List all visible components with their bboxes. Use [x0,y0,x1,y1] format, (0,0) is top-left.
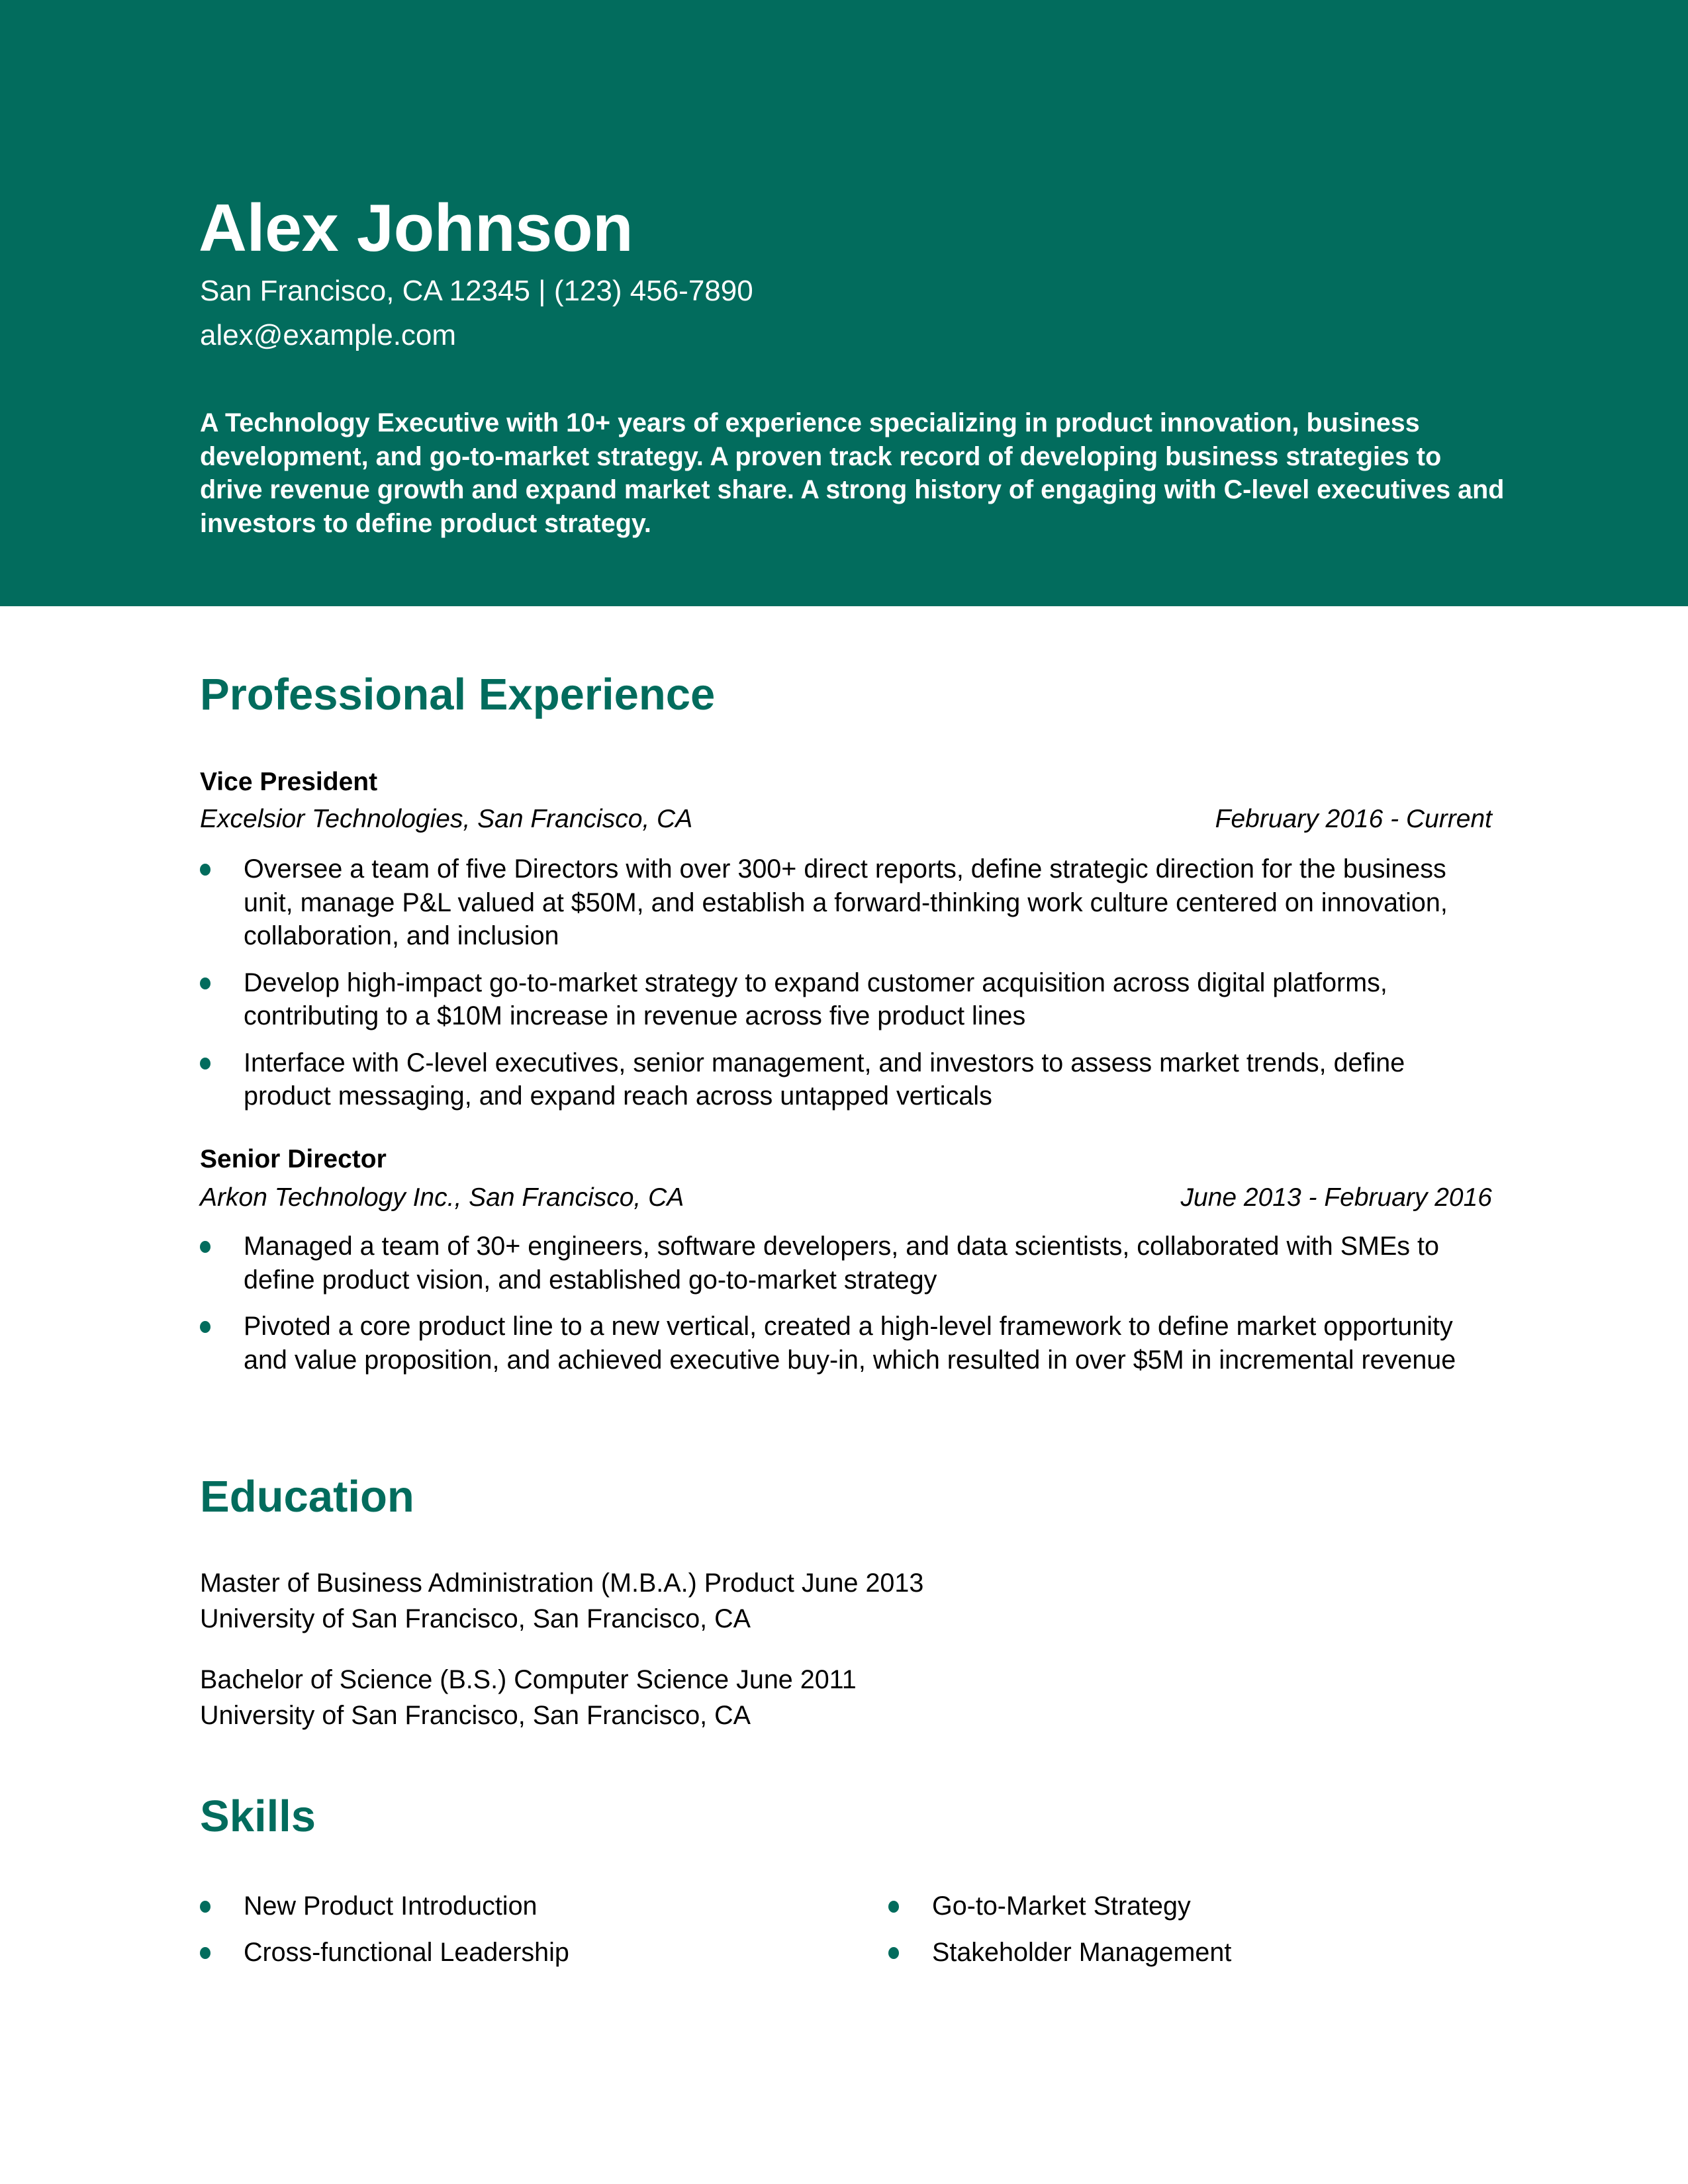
job-dates: February 2016 - Current [1215,805,1492,833]
job-company: Excelsior Technologies, San Francisco, CA [200,805,693,833]
bullet-icon [888,1901,899,1913]
education-school: University of San Francisco, San Francisco, CA [200,1604,751,1633]
section-title-skills: Skills [200,1792,316,1841]
list-item: Managed a team of 30+ engineers, software developers, and data scientists, collaborated with SMEs to define product vision, and established go-to-market strategy [200,1230,1497,1297]
education-school: University of San Francisco, San Francisco, CA [200,1701,751,1730]
contact-location-phone: San Francisco, CA 12345 | (123) 456-7890 [200,275,753,307]
job-title: Senior Director [200,1145,387,1173]
skill-item: Stakeholder Management [888,1936,1484,1969]
job-company: Arkon Technology Inc., San Francisco, CA [200,1183,684,1212]
bullet-icon [888,1947,899,1959]
skill-item: Cross-functional Leadership [200,1936,888,1969]
skill-item: Go-to-Market Strategy [888,1889,1484,1923]
resume-header [0,0,1688,606]
list-item: Develop high-impact go-to-market strategy to expand customer acquisition across digital platforms, contributing to a $10M increase in revenue across five product lines [200,966,1497,1033]
job-dates: June 2013 - February 2016 [1180,1183,1492,1212]
section-title-experience: Professional Experience [200,670,716,719]
contact-email: alex@example.com [200,319,457,351]
professional-summary: A Technology Executive with 10+ years of experience specializing in product innovation, business development, and go-to-market strategy. A proven track record of developing business strategies to drive revenue growth and expand market share. A strong history of engaging with C-level executives and investors to define product strategy. [200,408,1505,538]
job-title: Vice President [200,768,378,796]
bullet-icon [200,864,211,876]
bullet-icon [200,978,211,989]
skills-list [200,1889,1497,1969]
job-meta [200,1181,1492,1214]
bullet-icon [200,1058,211,1069]
list-item: Pivoted a core product line to a new vertical, created a high-level framework to define market opportunity and value proposition, and achieved executive buy-in, which resulted in over $5M in incremental revenue [200,1310,1497,1377]
bullet-icon [200,1241,211,1253]
skill-item: New Product Introduction [200,1889,888,1923]
education-degree: Master of Business Administration (M.B.A.) Product June 2013 [200,1569,924,1598]
job-bullets [200,1230,1497,1390]
education-entry [200,1565,923,1637]
job-meta [200,803,1492,836]
candidate-name: Alex Johnson [199,191,633,265]
list-item: Interface with C-level executives, senior management, and investors to assess market trends, define product messaging, and expand reach across untapped verticals [200,1046,1497,1113]
list-item: Oversee a team of five Directors with over 300+ direct reports, define strategic direction for the business unit, manage P&L valued at $50M, and establish a forward-thinking work culture centered on innovation, collaboration, and inclusion [200,852,1497,953]
section-title-education: Education [200,1472,414,1522]
education-entry [200,1662,857,1733]
bullet-icon [200,1321,211,1333]
bullet-icon [200,1901,211,1913]
job-bullets [200,852,1497,1126]
education-degree: Bachelor of Science (B.S.) Computer Science June 2011 [200,1665,857,1694]
bullet-icon [200,1947,211,1959]
